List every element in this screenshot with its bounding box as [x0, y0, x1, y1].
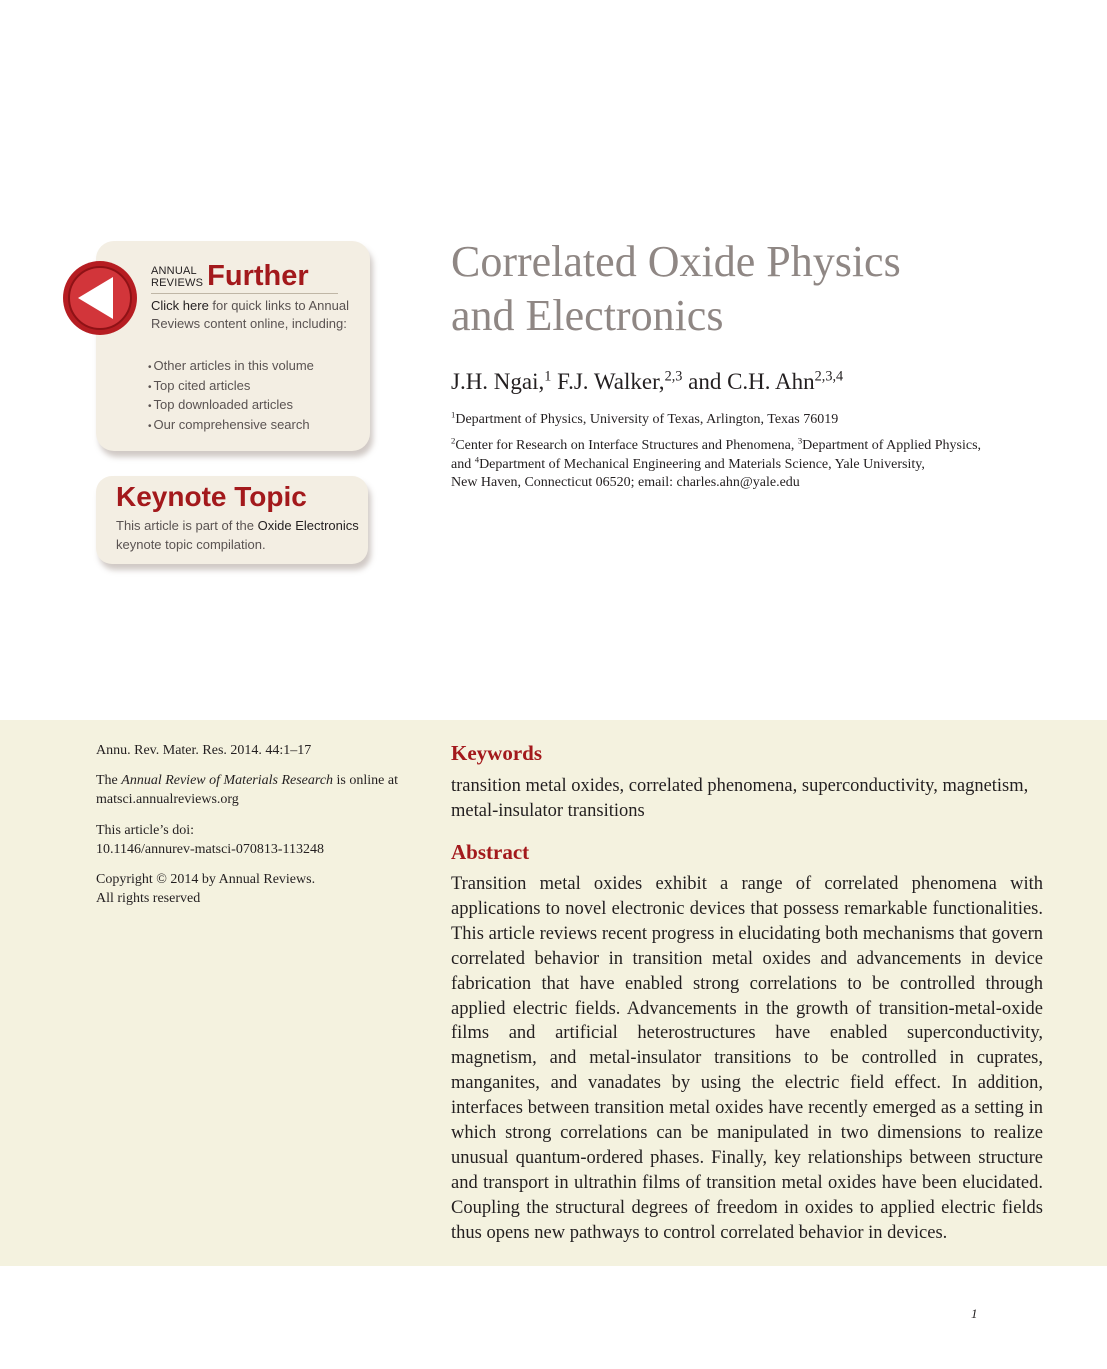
authors: J.H. Ngai,$^1$ F.J. Walker,$^{2,3}$ and C.H. Ahn$^{2,3,4}$ — [451, 368, 844, 394]
further-link-search[interactable]: • Our comprehensive search — [148, 416, 314, 436]
doi[interactable]: 10.1146/annurev-matsci-070813-113248 — [96, 842, 324, 857]
contact-email: New Haven, Connecticut 06520; email: charles.ahn@yale.edu — [451, 475, 800, 490]
back-arrow-icon[interactable] — [61, 259, 139, 337]
affiliation-2: $^2$Center for Research on Interface Structures and Phenomena, $^3$Department of Applied Physics, and $^4$Department of Mechanical Engineering and Materials Science, Yale University, New Haven, Connecticut 06520; email: charles.ahn@yale.edu — [451, 435, 982, 490]
abstract-heading: Abstract — [451, 840, 530, 864]
further-header — [151, 262, 309, 291]
further-title: Further — [207, 260, 309, 292]
divider — [151, 293, 338, 294]
keywords-heading: Keywords — [451, 741, 542, 765]
citation: Annu. Rev. Mater. Res. 2014. 44:1–17 — [96, 743, 312, 758]
author-name: and C.H. Ahn — [688, 369, 815, 394]
further-link-top-downloaded[interactable]: • Top downloaded articles — [148, 396, 314, 416]
page-number: 1 — [971, 1306, 978, 1321]
online-notice: The Annual Review of Materials Research is online at matsci.annualreviews.org — [96, 773, 398, 807]
author-name: J.H. Ngai, — [451, 369, 545, 394]
copyright: Copyright © 2014 by Annual Reviews. All rights reserved — [96, 872, 316, 906]
further-link-other-articles[interactable]: • Other articles in this volume — [148, 357, 314, 377]
abstract-text: Transition metal oxides exhibit a range of correlated phenomena with applications to novel electronic devices that possess remarkable functionalities. This article reviews recent progress in elucidating both mechanisms that govern correlated behavior in transition metal oxides and advancements in device fabrication that have enabled strong correlations to be controlled through applied electric fields. Advancements in the growth of transition-metal-oxide films and artificial heterostructures have enabled superconductivity, magnetism, and metal-insulator transitions to be controlled in cuprates, manganites, and vanadates by using the electric field effect. In addition, interfaces between transition metal oxides have recently emerged as a setting in which strong correlations can be manipulated in two dimensions to realize unusual quantum-ordered phases. Finally, key relationships between structure and transport in ultrathin films of transition metal oxides have been elucidated. Coupling the structural degrees of freedom in oxides to applied electric fields thus opens new pathways to control correlated behavior in devices. — [451, 874, 1043, 1243]
keynote-topic-link[interactable]: Oxide Electronics — [257, 518, 359, 533]
keywords-text: transition metal oxides, correlated phenomena, superconductivity, magnetism, metal-insulator transitions — [451, 776, 1029, 821]
further-description: Click here for quick links to Annual Reviews content online, including: — [151, 298, 349, 331]
further-links — [148, 357, 314, 435]
keynote-title: Keynote Topic — [116, 481, 307, 512]
article-meta — [96, 741, 426, 919]
further-link-top-cited[interactable]: • Top cited articles — [148, 377, 314, 397]
click-here-link[interactable]: Click here — [151, 298, 209, 313]
journal-url[interactable]: matsci.annualreviews.org — [96, 792, 239, 807]
doi-block: This article’s doi: 10.1146/annurev-matsci-070813-113248 — [96, 823, 324, 857]
article-title: Correlated Oxide Physics and Electronics — [451, 237, 901, 340]
keynote-description: This article is part of the Oxide Electronics keynote topic compilation. — [116, 518, 359, 552]
annual-reviews-logo: ANNUAL REVIEWS — [151, 265, 204, 289]
affiliation-1: $^1$Department of Physics, University of Texas, Arlington, Texas 76019 — [451, 409, 839, 427]
author-name: F.J. Walker, — [557, 369, 665, 394]
